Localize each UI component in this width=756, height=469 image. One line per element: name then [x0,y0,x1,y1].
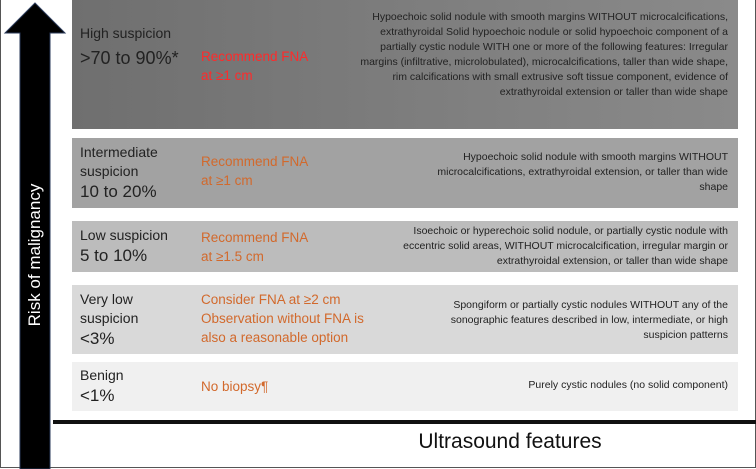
description: Isoechoic or hyperechoic solid nodule, or partially cystic nodule with eccentric solid areas, WITHOUT microcalcification, irregular margin or extrathyroidal extension, or taller than wide shape [403,225,728,267]
description: Spongiform or partially cystic nodules WITHOUT any of the sonographic features described in low, intermediate, or high suspicion patterns [450,299,728,341]
category-label: Intermediate suspicion 10 to 20% [80,144,158,201]
category-label: Low suspicion 5 to 10% [80,227,168,265]
category-label: High suspicion >70 to 90%* [80,25,179,68]
description: Purely cystic nodules (no solid component) [528,379,728,391]
category-label: Very low suspicion <3% [80,291,139,348]
band-very-low-suspicion [72,285,738,354]
recommendation: Recommend FNA at ≥1.5 cm [201,230,308,264]
recommendation: No biopsy¶ [201,379,269,394]
band-intermediate-suspicion [72,138,738,208]
band-benign [72,362,738,411]
y-axis-label: Risk of malignancy [25,183,44,327]
recommendation: Consider FNA at ≥2 cm Observation without FNA is also a reasonable option [201,292,364,345]
category-label: Benign <1% [80,367,124,405]
recommendation: Recommend FNA at ≥1 cm [201,49,308,83]
description: Hypoechoic solid nodule with smooth margins WITHOUT microcalcifications, extrathyroidal Solid hypoechoic nodule or solid hypoechoic component of a partially cystic nodule WITH one or more of the following features: Irregular margins (infiltrative, microlobulated), microcalcifications, taller than wide shape, rim calcifications with small extrusive soft tissue component, evidence of extrathyroidal extension or taller than wide shape [360,11,728,98]
band-low-suspicion [72,221,738,272]
x-axis-label: Ultrasound features [418,430,602,453]
band-high-suspicion [72,0,738,129]
description: Hypoechoic solid nodule with smooth margins WITHOUT microcalcifications, extrathyroidal extension, or taller than wide shape [437,151,728,193]
x-axis-line [53,420,756,424]
recommendation: Recommend FNA at ≥1 cm [201,154,308,188]
